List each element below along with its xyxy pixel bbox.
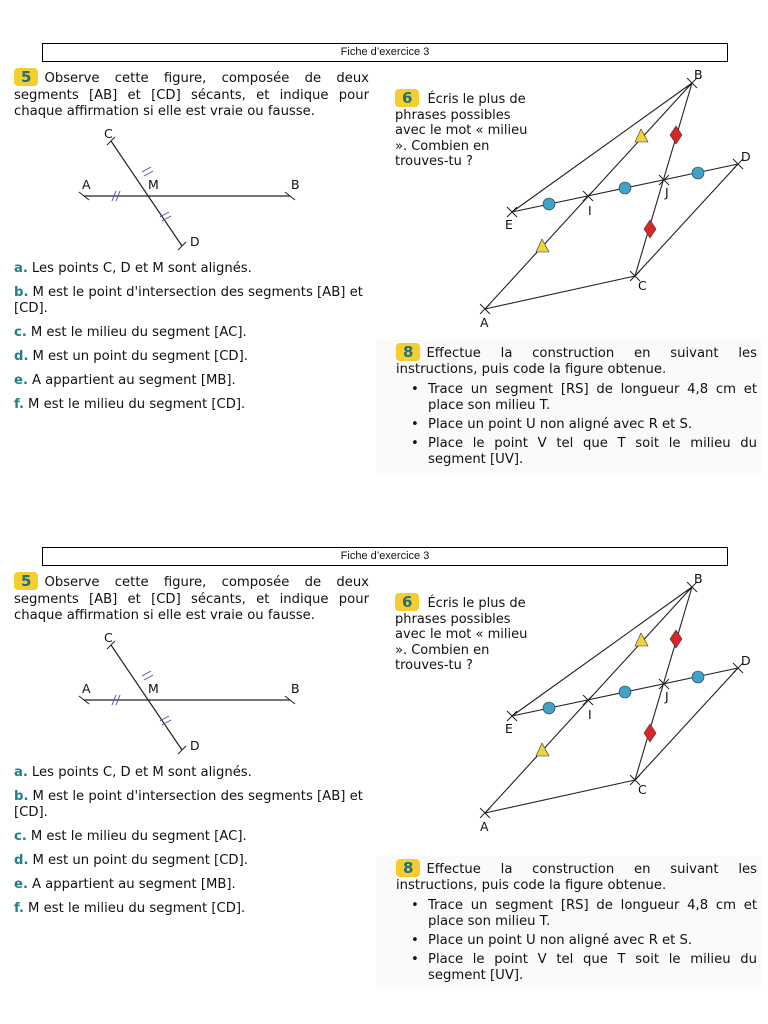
label-a: A [82, 681, 91, 696]
list-item: f. M est le milieu du segment [CD]. [14, 397, 246, 412]
list-item: b. M est le point d'intersection des segments [AB] et [CD]. [14, 789, 363, 820]
circle-mark [619, 686, 631, 698]
label-e: E [505, 217, 513, 232]
label-d: D [741, 653, 751, 668]
diamond-mark [644, 220, 656, 238]
circle-mark [543, 198, 555, 210]
list-item: c. M est le milieu du segment [AC]. [14, 325, 247, 340]
exercise-5-figure [78, 122, 308, 257]
list-item: d. M est un point du segment [CD]. [14, 349, 248, 364]
exercise-5-text: Observe cette figure, composée de deux segments [AB] et [CD] sécants, et indique pour chaque affirmation si elle est vraie ou fausse. [14, 71, 369, 119]
exercise-5-figure [78, 626, 308, 761]
list-item: a. Les points C, D et M sont alignés. [14, 261, 252, 276]
label-b: B [291, 177, 300, 192]
equal-marks [112, 671, 171, 725]
exercise-5-text: Observe cette figure, composée de deux segments [AB] et [CD] sécants, et indique pour chaque affirmation si elle est vraie ou fausse. [14, 575, 369, 623]
list-item: • Place un point U non aligné avec R et S. [428, 417, 757, 433]
exercise-8-badge: 8 [396, 859, 420, 877]
label-j: J [665, 185, 669, 200]
exercise-5-statements [14, 765, 374, 925]
label-c: C [638, 278, 647, 293]
diamond-mark [670, 126, 682, 144]
equal-marks [112, 167, 171, 221]
sheet-title: Fiche d’exercice 3 [42, 43, 728, 62]
label-i: I [588, 707, 592, 722]
segment-cd [111, 141, 182, 246]
list-item: f. M est le milieu du segment [CD]. [14, 901, 246, 916]
exercise-8-instruction: 8 Effectue la construction en suivant les instructions, puis code la figure obtenue. [396, 343, 757, 377]
diamond-mark [670, 630, 682, 648]
exercise-8-instruction: 8 Effectue la construction en suivant les instructions, puis code la figure obtenue. [396, 859, 757, 893]
label-d: D [190, 234, 200, 249]
exercise-5-instruction [14, 68, 369, 121]
list-item: • Place le point V tel que T soit le milieu du segment [UV]. [428, 436, 757, 468]
label-a: A [82, 177, 91, 192]
exercise-6-text: Écris le plus de phrases possibles avec le mot « milieu ». Combien en trouves-tu ? [395, 596, 528, 673]
exercise-5-statements [14, 261, 374, 421]
segment-cd [111, 645, 182, 750]
label-a: A [480, 315, 489, 330]
exercise-6-figure [470, 63, 765, 338]
exercise-6-badge: 6 [395, 593, 419, 611]
label-m: M [148, 177, 159, 192]
list-item: a. Les points C, D et M sont alignés. [14, 765, 252, 780]
triangle-mark [635, 633, 648, 646]
list-item: c. M est le milieu du segment [AC]. [14, 829, 247, 844]
label-b: B [291, 681, 300, 696]
exercise-5-instruction [14, 572, 369, 625]
exercise-8-steps [396, 898, 757, 987]
exercise-6-badge: 6 [395, 89, 419, 107]
circle-mark [692, 167, 704, 179]
list-item: • Place le point V tel que T soit le milieu du segment [UV]. [428, 952, 757, 984]
list-item: d. M est un point du segment [CD]. [14, 853, 248, 868]
label-e: E [505, 721, 513, 736]
exercise-8 [376, 856, 761, 989]
exercise-5-badge: 5 [14, 68, 38, 86]
circle-mark [619, 182, 631, 194]
exercise-8-steps [396, 382, 757, 471]
exercise-8-badge: 8 [396, 343, 420, 361]
exercise-6-figure [470, 567, 765, 842]
sheet-title: Fiche d’exercice 3 [42, 547, 728, 566]
list-item: e. A appartient au segment [MB]. [14, 877, 236, 892]
list-item: b. M est le point d'intersection des segments [AB] et [CD]. [14, 285, 363, 316]
label-b: B [694, 67, 703, 82]
label-i: I [588, 203, 592, 218]
label-b: B [694, 571, 703, 586]
label-a: A [480, 819, 489, 834]
diamond-mark [644, 724, 656, 742]
list-item: e. A appartient au segment [MB]. [14, 373, 236, 388]
label-c: C [638, 782, 647, 797]
worksheet-bottom [0, 504, 768, 1008]
exercise-5-badge: 5 [14, 572, 38, 590]
list-item: • Trace un segment [RS] de longueur 4,8 cm et place son milieu T. [428, 382, 757, 414]
triangle-mark [635, 129, 648, 142]
list-item: • Place un point U non aligné avec R et S. [428, 933, 757, 949]
exercise-8 [376, 340, 761, 473]
circle-mark [692, 671, 704, 683]
exercise-6-text: Écris le plus de phrases possibles avec le mot « milieu ». Combien en trouves-tu ? [395, 92, 528, 169]
circle-mark [543, 702, 555, 714]
worksheet-top [0, 0, 768, 504]
label-j: J [665, 689, 669, 704]
label-d: D [190, 738, 200, 753]
label-m: M [148, 681, 159, 696]
list-item: • Trace un segment [RS] de longueur 4,8 cm et place son milieu T. [428, 898, 757, 930]
label-c: C [104, 126, 113, 141]
label-d: D [741, 149, 751, 164]
label-c: C [104, 630, 113, 645]
